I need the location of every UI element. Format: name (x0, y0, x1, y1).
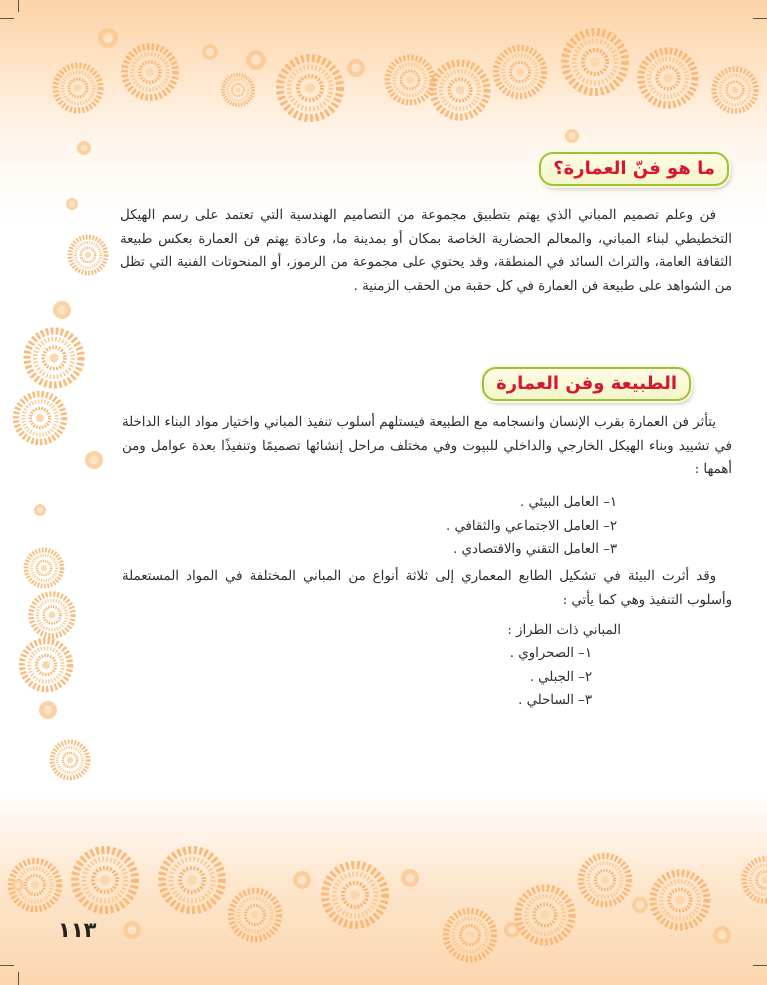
page-number: ١١٣ (58, 918, 97, 942)
environment-paragraph: وقد أثرت البيئة في تشكيل الطابع المعماري إلى ثلاثة أنواع من المباني المختلفة في المواد المستعملة وأسلوب التنفيذ وهي كما يأتي : (122, 569, 732, 608)
crop-mark (753, 965, 767, 966)
section-heading-what-is-architecture: ما هو فنّ العمارة؟ (539, 152, 729, 186)
list-item: ٢– الجبلي . (529, 669, 592, 685)
crop-mark (18, 0, 19, 12)
list-item: ١– العامل البيئي . (520, 495, 617, 510)
list-item: ٣– الساحلي . (518, 693, 592, 708)
factors-list (446, 491, 617, 562)
crop-mark (18, 972, 19, 985)
intro-paragraph: فن وعلم تصميم المباني الذي يهتم بتطبيق مجموعة من التصاميم الهندسية التي تعتمد على رسم الهيكل التخطيطي لبناء المباني، والمعالم الحضارية الخاصة بمكان أو بمدينة ما، وعادة يهتم فن العمارة بعكس طبيعة الثقافة العامة، والتراث السائد في المنطقة، وقد يحتوي على مجموعة من الرموز، أو المنحوتات الفنية التي تظل من الشواهد على طبيعة فن العمارة في كل حقبة من الحقب الزمنية . (120, 208, 732, 294)
building-styles-title: المباني ذات الطراز : (507, 623, 621, 638)
list-item: ١– الصحراوي . (509, 646, 592, 661)
list-item: ٢– العامل الاجتماعي والثقافي . (445, 518, 617, 534)
crop-mark (753, 18, 767, 19)
building-styles-list (510, 642, 592, 713)
nature-paragraph: يتأثر فن العمارة بقرب الإنسان وانسجامه مع الطبيعة فيستلهم أسلوب تنفيذ المباني واختيار مواد البناء الداخلة في تشييد وبناء الهيكل الخارجي والداخلي للبيوت وفي مختلف مراحل إنشائها تصميمًا وتنفيذًا بعدة عوامل ومن أهمها : (122, 415, 733, 477)
crop-mark (0, 18, 14, 19)
crop-mark (0, 965, 14, 966)
section-heading-nature-and-architecture: الطبيعة وفن العمارة (482, 367, 691, 401)
list-item: ٣– العامل التقني والاقتصادي . (453, 542, 617, 557)
